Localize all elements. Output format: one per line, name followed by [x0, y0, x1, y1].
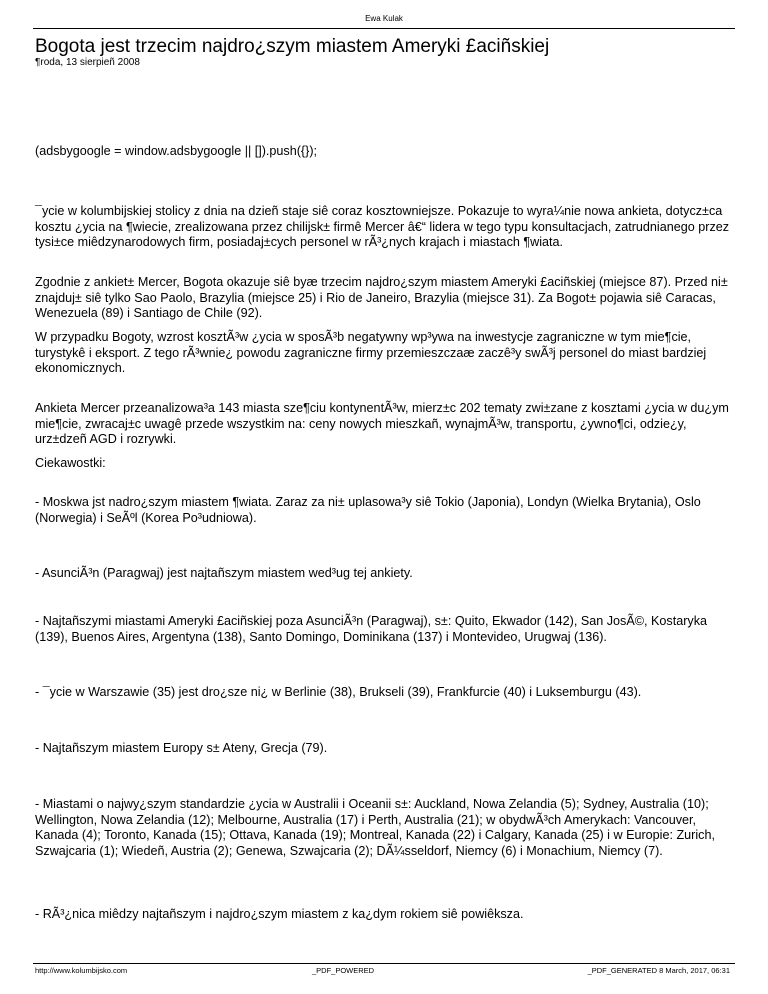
curiosity-item: - Najtañszym miastem Europy s± Ateny, Grecja (79). — [35, 741, 328, 755]
article-title: Bogota jest trzecim najdro¿szym miastem Ameryki £aciñskiej — [35, 36, 550, 57]
curiosity-item: - RÃ³¿nica miêdzy najtañszym i najdro¿szym miastem z ka¿dym rokiem siê powiêksza. — [35, 907, 524, 921]
header-divider — [33, 28, 735, 29]
header-author: Ewa Kulak — [365, 14, 403, 23]
curiosity-item: - Najtañszymi miastami Ameryki £aciñskiej poza AsunciÃ³n (Paragwaj), s±: Quito, Ekwador (142), San JosÃ©, Kostaryka (139), Buenos Aires, Argentyna (138), Santo Domingo, Dominikana (137) i Montevideo, Urugwaj (136). — [35, 614, 708, 644]
article-date: ¶roda, 13 sierpieñ 2008 — [35, 57, 140, 68]
paragraph-survey: Ankieta Mercer przeanalizowa³a 143 miasta sze¶ciu kontynentÃ³w, mierz±c 202 tematy zwi±zane z kosztami ¿ycia w du¿ym mie¶cie, zwracaj±c uwagê przede wszystkim na: ceny nowych mieszkañ, wynajmÃ³w, transportu, ¿ywno¶ci, odzie¿y, urz±dzeñ AGD i rozrywki. — [35, 401, 729, 446]
footer-url[interactable]: http://www.kolumbijsko.com — [35, 966, 128, 975]
footer-generated: _PDF_GENERATED 8 March, 2017, 06:31 — [587, 966, 730, 975]
curiosity-item: - ¯ycie w Warszawie (35) jest dro¿sze ni¿ w Berlinie (38), Brukseli (39), Frankfurcie (40) i Luksemburgu (43). — [35, 685, 642, 699]
curiosities-heading: Ciekawostki: — [35, 456, 106, 470]
footer-divider — [33, 963, 735, 964]
footer-powered: _PDF_POWERED — [312, 966, 375, 975]
paragraph-impact: W przypadku Bogoty, wzrost kosztÃ³w ¿ycia w sposÃ³b negatywny wp³ywa na inwestycje zagraniczne w tym mie¶cie, turystykê i eksport. Z tego rÃ³wnie¿ powodu zagraniczne firmy przemieszczaæ zaczê³y swÃ³j personel do miast bardziej ekonomicznych. — [35, 330, 707, 375]
curiosity-item: - Moskwa jst nadro¿szym miastem ¶wiata. Zaraz za ni± uplasowa³y siê Tokio (Japonia), Londyn (Wielka Brytania), Oslo (Norwegia) i SeÃºl (Korea Po³udniowa). — [35, 495, 701, 525]
ads-script-text: (adsbygoogle = window.adsbygoogle || []).push({}); — [35, 144, 318, 158]
curiosity-item: - Miastami o najwy¿szym standardzie ¿ycia w Australii i Oceanii s±: Auckland, Nowa Zelandia (5); Sydney, Australia (10); Wellington, Nowa Zelandia (12); Melbourne, Australia (17) i Perth, Australia (21); w obydwÃ³ch Amerykach: Vancouver, Kanada (4); Toronto, Kanada (15); Ottava, Kanada (19); Montreal, Kanada (22) i Calgary, Kanada (25) i w Europie: Zurich, Szwajcaria (1); Wiedeñ, Austria (2); Genewa, Szwajcaria (2); DÃ¼sseldorf, Niemcy (6) i Monachium, Niemcy (7). — [35, 797, 715, 858]
paragraph-ranking: Zgodnie z ankiet± Mercer, Bogota okazuje siê byæ trzecim najdro¿szym miastem Ameryki £aciñskiej (miejsce 87). Przed ni± znajduj± siê tylko Sao Paolo, Brazylia (miejsce 25) i Rio de Janeiro, Brazylia (miejsce 31). Za Bogot± pojawia siê Caracas, Wenezuela (89) i Santiago de Chile (92). — [35, 275, 728, 320]
curiosity-item: - AsunciÃ³n (Paragwaj) jest najtañszym miastem wed³ug tej ankiety. — [35, 566, 413, 580]
paragraph-intro: ¯ycie w kolumbijskiej stolicy z dnia na dzieñ staje siê coraz kosztowniejsze. Pokazuje to wyra¼nie nowa ankieta, dotycz±ca kosztu ¿ycia na ¶wiecie, zrealizowana przez chilijsk± firmê Mercer â€“ lidera w tego typu konsultacjach, zatrudnianego przez tysi±ce miêdzynarodowych firm, posiadaj±cych personel w rÃ³¿nych krajach i miastach ¶wiata. — [35, 204, 730, 249]
